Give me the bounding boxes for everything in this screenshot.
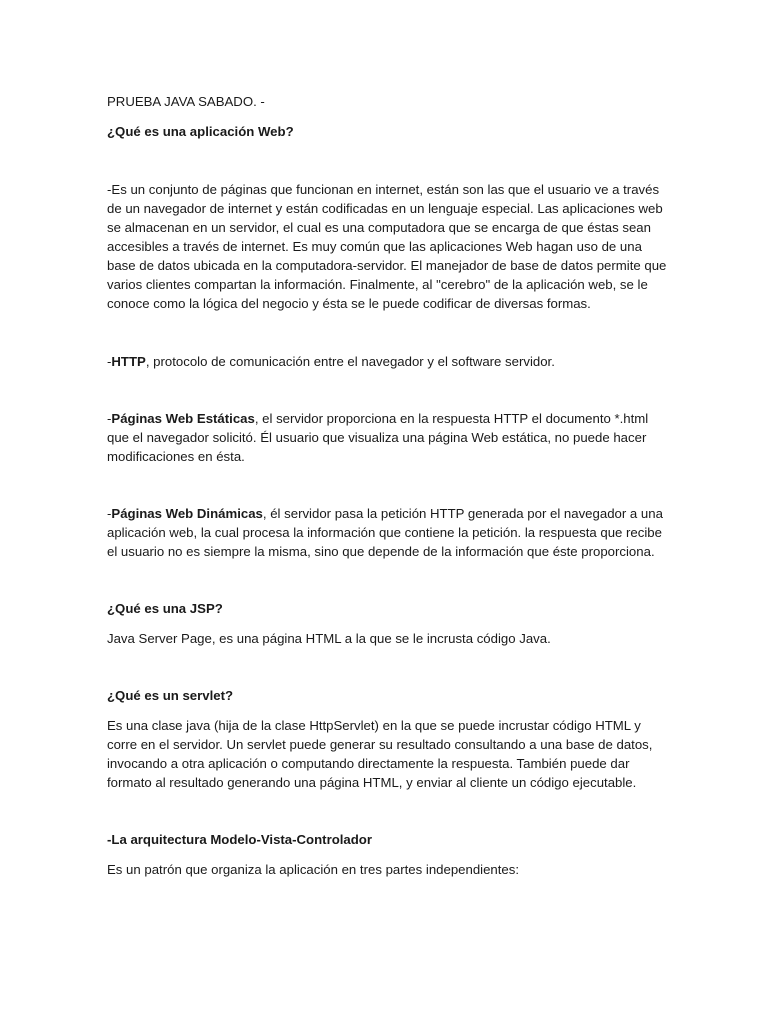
http-prefix: - — [107, 354, 112, 369]
dynamic-text: , él servidor pasa la petición HTTP generada por el navegador a una aplicación web, la cual procesa la información que contiene la petición. la respuesta que recibe el usuario no es siempre la misma, sino que depende de la información que éste proporciona. — [107, 506, 663, 559]
question-jsp-text: ¿Qué es una JSP? — [107, 601, 223, 616]
static-prefix: - — [107, 411, 112, 426]
static-text: , el servidor proporciona en la respuesta HTTP el documento *.html que el navegador solicitó. Él usuario que visualiza una página Web estática, no puede hacer modificaciones en ésta. — [107, 411, 649, 464]
static-term: Páginas Web Estáticas — [111, 411, 255, 426]
paragraph-dynamic-pages — [107, 504, 667, 561]
dynamic-prefix: - — [107, 506, 112, 521]
question-servlet — [107, 686, 667, 705]
question-servlet-text: ¿Qué es un servlet? — [107, 688, 234, 703]
question-jsp — [107, 599, 667, 618]
answer-web-app: -Es un conjunto de páginas que funcionan en internet, están son las que el usuario ve a través de un navegador de internet y están codificadas en un lenguaje especial. Las aplicaciones web se almacenan en un servidor, el cual es una computadora que se encarga de que éstas sean accesibles a través de internet. Es muy común que las aplicaciones Web hagan uso de una base de datos ubicada en la computadora-servidor. El manejador de base de datos permite que varios clientes compartan la información. Finalmente, al "cerebro" de la aplicación web, se le conoce como la lógica del negocio y ésta se le puede codificar de diversas formas. — [107, 182, 667, 311]
dynamic-term: Páginas Web Dinámicas — [111, 506, 263, 521]
document-page — [107, 92, 667, 879]
http-text: , protocolo de comunicación entre el navegador y el software servidor. — [145, 354, 555, 369]
heading-mvc-text: -La arquitectura Modelo-Vista-Controlador — [107, 832, 372, 847]
heading-mvc — [107, 830, 667, 849]
document-title: PRUEBA JAVA SABADO. - — [107, 94, 265, 109]
paragraph-static-pages — [107, 409, 667, 466]
answer-jsp: Java Server Page, es una página HTML a la que se le incrusta código Java. — [107, 631, 551, 646]
question-web-app — [107, 122, 667, 141]
question-web-app-text: ¿Qué es una aplicación Web? — [107, 124, 294, 139]
http-term: HTTP — [111, 354, 146, 369]
answer-mvc: Es un patrón que organiza la aplicación en tres partes independientes: — [107, 862, 520, 877]
paragraph-http — [107, 352, 667, 371]
answer-servlet: Es una clase java (hija de la clase HttpServlet) en la que se puede incrustar código HTML y corre en el servidor. Un servlet puede generar su resultado consultando a una base de datos, invocando a otra aplicación o computando directamente la respuesta. También puede dar formato al resultado generando una página HTML, y enviar al cliente un código ejecutable. — [107, 718, 653, 790]
